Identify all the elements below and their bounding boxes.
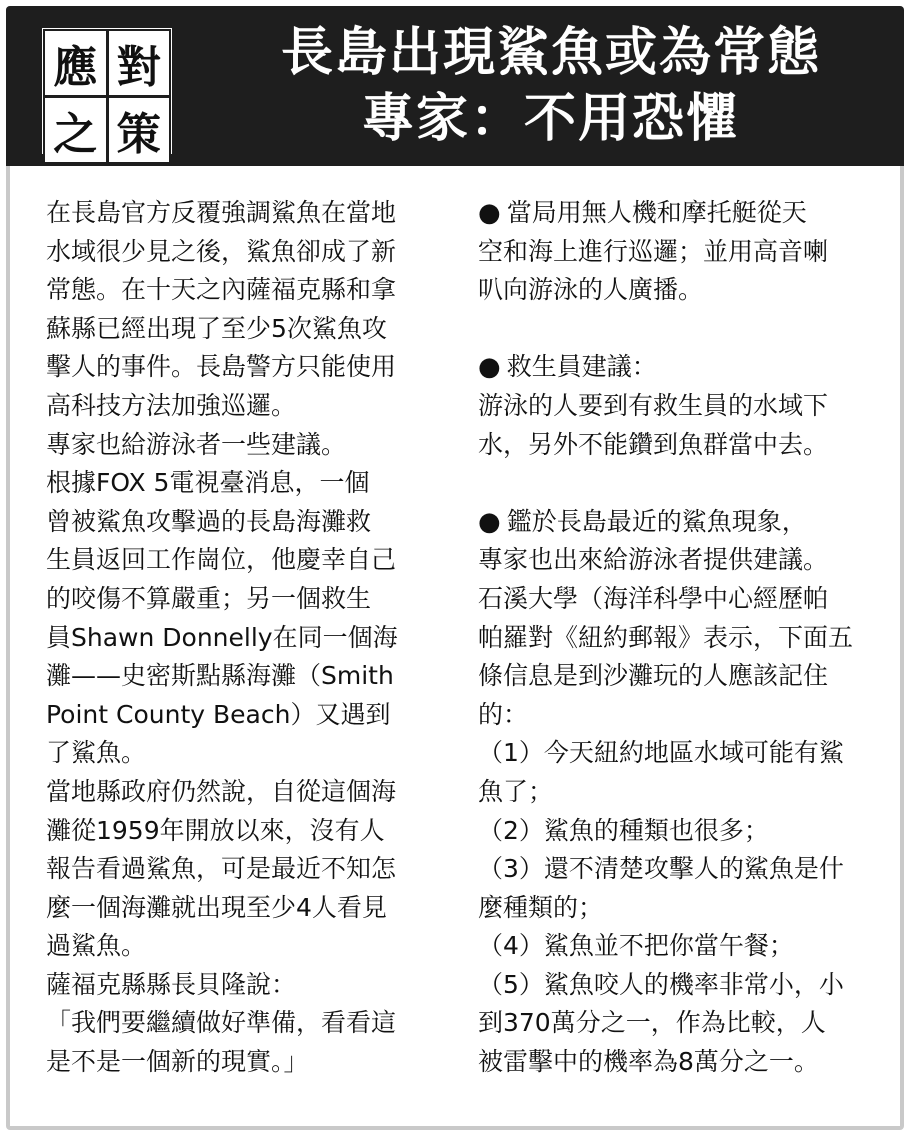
text-line: 當局用無人機和摩托艇從天 xyxy=(506,198,807,227)
text-line: 空和海上進行巡邏；並用高音喇 xyxy=(478,236,829,266)
badge-char: 之 xyxy=(45,98,106,162)
text-line: 生員返回工作崗位，他慶幸自己 xyxy=(46,545,397,575)
text-line: 了鯊魚。 xyxy=(46,738,147,768)
text-line: 鑑於長島最近的鯊魚現象， xyxy=(506,506,807,536)
text-line: （1）今天紐約地區水域可能有鯊 xyxy=(478,738,844,768)
text-line: 當地縣政府仍然說，自從這個海 xyxy=(46,776,397,806)
text-line: 曾被鯊魚攻擊過的長島海灘救 xyxy=(46,506,372,536)
text-line: 救生員建議： xyxy=(506,352,657,382)
bullet-icon: ● xyxy=(478,506,501,537)
text-line: 蘇縣已經出現了至少5次鯊魚攻 xyxy=(46,313,387,343)
badge-char: 策 xyxy=(109,98,170,162)
text-line: 游泳的人要到有救生員的水域下 xyxy=(478,390,829,420)
spacer xyxy=(478,464,874,503)
text-line: 條信息是到沙灘玩的人應該記住 xyxy=(478,661,829,691)
header-bar xyxy=(6,6,904,166)
text-line: 魚了； xyxy=(478,776,554,806)
text-line: 是不是一個新的現實。」 xyxy=(46,1047,309,1077)
text-line: 員Shawn Donnelly在同一個海 xyxy=(46,622,398,652)
bullet-item xyxy=(478,348,874,387)
spacer xyxy=(478,310,874,349)
badge-char: 應 xyxy=(45,31,106,95)
badge-char: 對 xyxy=(109,31,170,95)
text-line: （2）鯊魚的種類也很多； xyxy=(478,815,769,845)
text-line: 帕羅對《紐約郵報》表示，下面五 xyxy=(478,622,854,652)
text-line: （3）還不清楚攻擊人的鯊魚是什 xyxy=(478,854,844,884)
text-line: （4）鯊魚並不把你當午餐； xyxy=(478,931,794,961)
headline-line-1: 長島出現鯊魚或為常態 xyxy=(280,23,821,83)
headline-line-2: 專家：不用恐懼 xyxy=(361,89,740,149)
text-line: 叭向游泳的人廣播。 xyxy=(478,275,704,305)
text-line: 水，另外不能鑽到魚群當中去。 xyxy=(478,429,829,459)
text-line: 根據FOX 5電視臺消息，一個 xyxy=(46,468,370,498)
bullet-icon: ● xyxy=(478,352,501,383)
text-line: 過鯊魚。 xyxy=(46,931,147,961)
text-line: 被雷擊中的機率為8萬分之一。 xyxy=(478,1047,819,1077)
text-line: 到370萬分之一，作為比較，人 xyxy=(478,1008,826,1038)
text-line: 報告看過鯊魚，可是最近不知怎 xyxy=(46,854,397,884)
text-line: 水域很少見之後，鯊魚卻成了新 xyxy=(46,236,397,266)
text-line: 「我們要繼續做好準備，看看這 xyxy=(46,1008,397,1038)
text-line: 常態。在十天之內薩福克縣和拿 xyxy=(46,275,397,305)
column-badge xyxy=(42,28,172,160)
text-line: 麼一個海灘就出現至少4人看見 xyxy=(46,892,387,922)
left-column xyxy=(46,194,438,1082)
text-line: 薩福克縣縣長貝隆說： xyxy=(46,969,297,999)
bullet-item xyxy=(478,194,874,233)
text-line: 專家也出來給游泳者提供建議。 xyxy=(478,545,829,575)
text-line: 灘從1959年開放以來，沒有人 xyxy=(46,815,385,845)
headline xyxy=(206,20,896,152)
text-line: 高科技方法加強巡邏。 xyxy=(46,390,297,420)
text-line: Point County Beach）又遇到 xyxy=(46,699,391,729)
text-line: （5）鯊魚咬人的機率非常小，小 xyxy=(478,969,844,999)
text-line: 專家也給游泳者一些建議。 xyxy=(46,429,347,459)
text-line: 的： xyxy=(478,699,529,729)
text-line: 擊人的事件。長島警方只能使用 xyxy=(46,352,397,382)
bullet-item xyxy=(478,503,874,542)
text-line: 灘——史密斯點縣海灘（Smith xyxy=(46,661,394,691)
text-line: 麼種類的； xyxy=(478,892,604,922)
right-column xyxy=(478,194,874,1082)
text-line: 在長島官方反覆強調鯊魚在當地 xyxy=(46,198,397,227)
text-line: 的咬傷不算嚴重；另一個救生 xyxy=(46,583,372,613)
text-line: 石溪大學（海洋科學中心經歷帕 xyxy=(478,583,829,613)
bullet-icon: ● xyxy=(478,198,501,228)
